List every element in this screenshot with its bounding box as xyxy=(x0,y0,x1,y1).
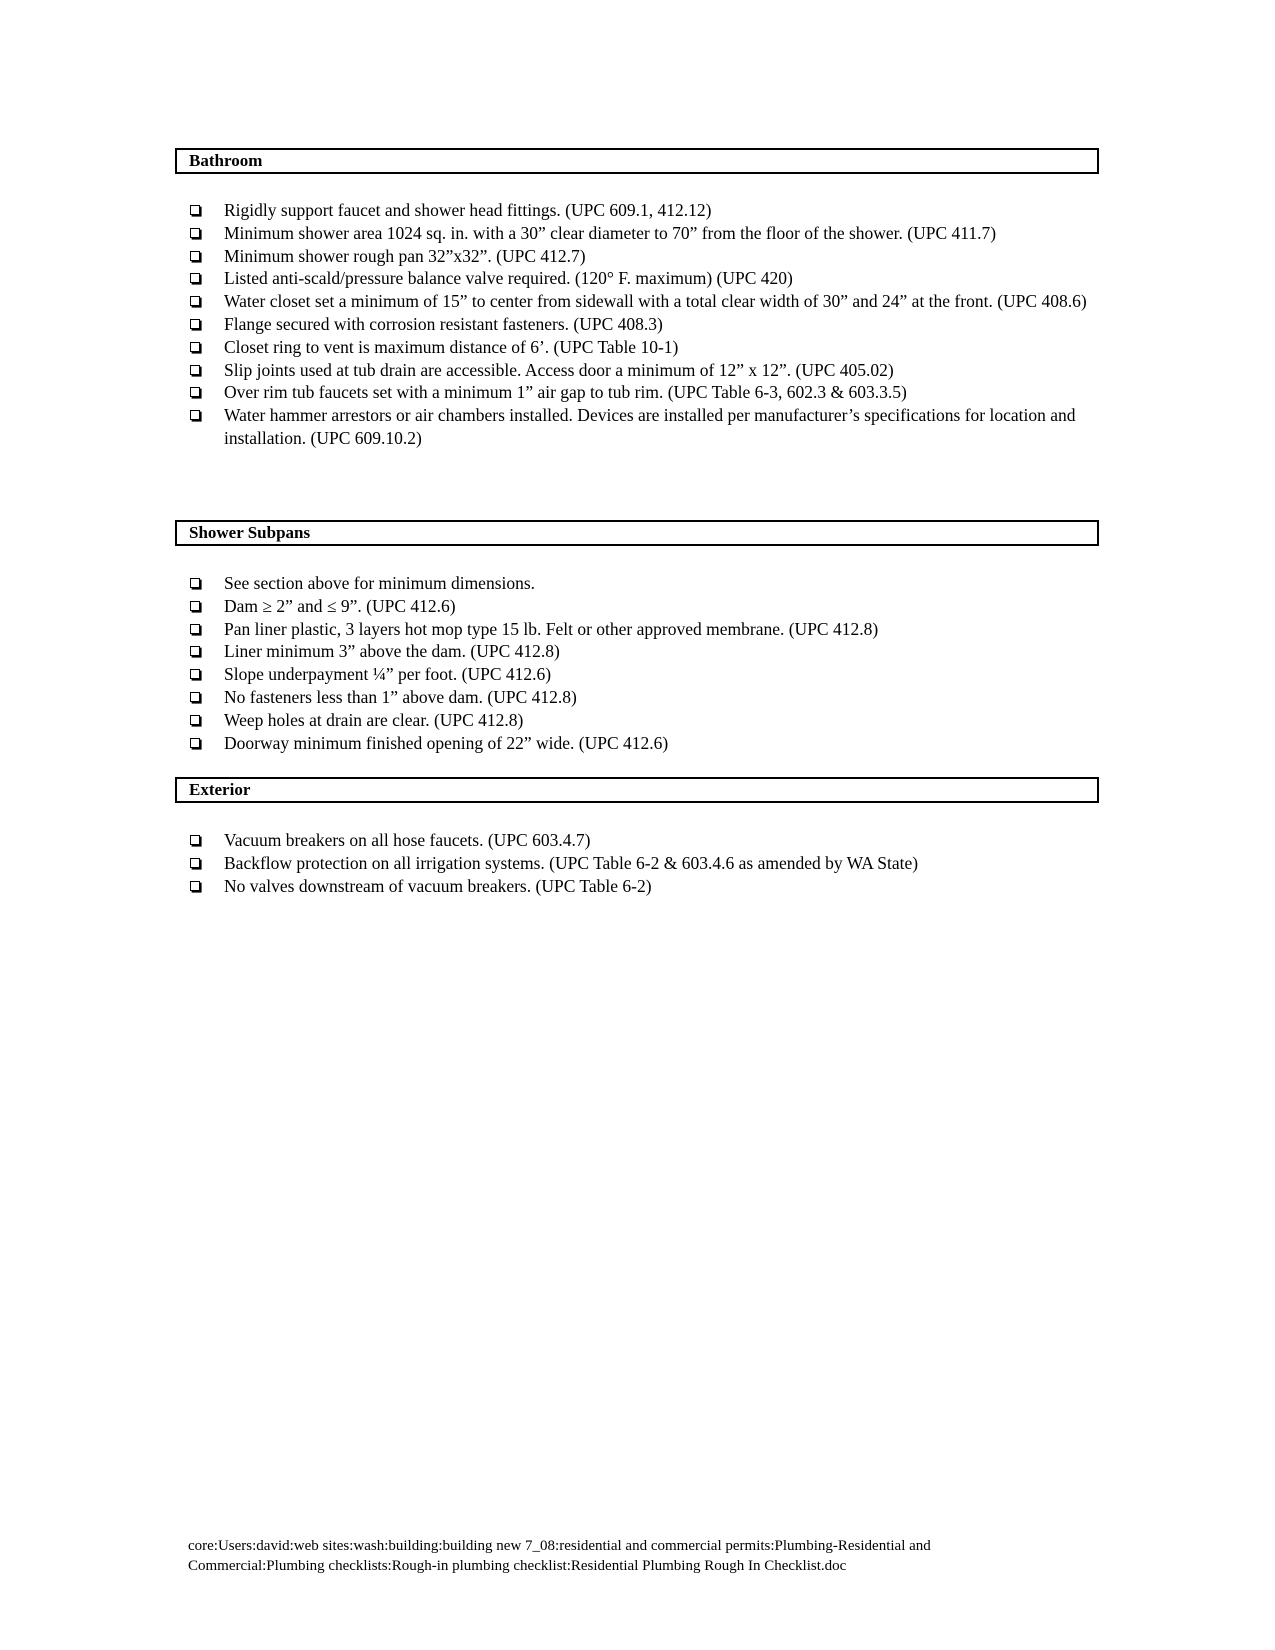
checklist-bathroom xyxy=(190,199,1090,450)
checklist-item xyxy=(190,381,1090,404)
checklist-item-text: Closet ring to vent is maximum distance of 6’. (UPC Table 10-1) xyxy=(224,336,679,357)
section-header-shower-subpans xyxy=(175,520,1099,546)
section-title: Shower Subpans xyxy=(189,523,311,542)
checklist-item xyxy=(190,313,1090,336)
checkbox-icon[interactable] xyxy=(190,273,200,283)
checklist-item-text: Minimum shower rough pan 32”x32”. (UPC 412.7) xyxy=(224,245,586,266)
checkbox-icon[interactable] xyxy=(190,319,200,329)
checklist-item-text: Backflow protection on all irrigation systems. (UPC Table 6-2 & 603.4.6 as amended by WA State) xyxy=(224,852,919,873)
checklist-item xyxy=(190,572,1090,595)
checklist-item-text: Doorway minimum finished opening of 22” wide. (UPC 412.6) xyxy=(224,732,669,753)
checkbox-icon[interactable] xyxy=(190,692,200,702)
checkbox-icon[interactable] xyxy=(190,342,200,352)
checkbox-icon[interactable] xyxy=(190,881,200,891)
checkbox-icon[interactable] xyxy=(190,738,200,748)
checklist-item xyxy=(190,222,1090,245)
checklist-item xyxy=(190,875,1090,898)
checkbox-icon[interactable] xyxy=(190,365,200,375)
checklist-shower-subpans xyxy=(190,572,1090,754)
checklist-item xyxy=(190,852,1090,875)
checkbox-icon[interactable] xyxy=(190,410,200,420)
checkbox-icon[interactable] xyxy=(190,858,200,868)
section-title: Exterior xyxy=(189,780,251,799)
checklist-item xyxy=(190,732,1090,755)
checklist-item xyxy=(190,618,1090,641)
checklist-item xyxy=(190,595,1090,618)
checklist-exterior xyxy=(190,829,1090,897)
checklist-item-text: Liner minimum 3” above the dam. (UPC 412.8) xyxy=(224,641,560,662)
checkbox-icon[interactable] xyxy=(190,578,200,588)
checkbox-icon[interactable] xyxy=(190,205,200,215)
section-title: Bathroom xyxy=(189,151,263,170)
checklist-item-text: No fasteners less than 1” above dam. (UPC 412.8) xyxy=(224,686,577,707)
checklist-item xyxy=(190,404,1090,450)
footer-line-2: Commercial:Plumbing checklists:Rough-in plumbing checklist:Residential Plumbing Rough In Checklist.doc xyxy=(188,1558,847,1574)
checklist-item-text: Slip joints used at tub drain are accessible. Access door a minimum of 12” x 12”. (UPC 405.02) xyxy=(224,359,894,380)
footer-file-path xyxy=(188,1536,1088,1576)
checklist-item xyxy=(190,359,1090,382)
checklist-item xyxy=(190,290,1090,313)
checklist-item-text: Water closet set a minimum of 15” to center from sidewall with a total clear width of 30” and 24” at the front. (UPC 408.6) xyxy=(224,291,1087,312)
checklist-item xyxy=(190,686,1090,709)
checklist-item-text: Water hammer arrestors or air chambers installed. Devices are installed per manufacturer’s specifications for location and installation. (UPC 609.10.2) xyxy=(224,405,1076,448)
checklist-item xyxy=(190,640,1090,663)
checklist-item-text: See section above for minimum dimensions. xyxy=(224,573,536,593)
checkbox-icon[interactable] xyxy=(190,624,200,634)
checklist-item xyxy=(190,336,1090,359)
section-header-bathroom xyxy=(175,148,1099,174)
checklist-item-text: No valves downstream of vacuum breakers. (UPC Table 6-2) xyxy=(224,875,652,896)
checkbox-icon[interactable] xyxy=(190,601,200,611)
checkbox-icon[interactable] xyxy=(190,835,200,845)
footer-line-1: core:Users:david:web sites:wash:building:building new 7_08:residential and commercial permits:Plumbing-Residential and xyxy=(188,1538,931,1554)
checklist-item-text: Listed anti-scald/pressure balance valve required. (120° F. maximum) (UPC 420) xyxy=(224,268,793,289)
checkbox-icon[interactable] xyxy=(190,669,200,679)
checklist-item-text: Flange secured with corrosion resistant fasteners. (UPC 408.3) xyxy=(224,313,663,334)
checklist-item xyxy=(190,245,1090,268)
checklist-item-text: Vacuum breakers on all hose faucets. (UPC 603.4.7) xyxy=(224,830,591,850)
section-header-exterior xyxy=(175,777,1099,803)
checklist-item xyxy=(190,199,1090,222)
checklist-item xyxy=(190,267,1090,290)
checklist-item xyxy=(190,709,1090,732)
checklist-item-text: Over rim tub faucets set with a minimum 1” air gap to tub rim. (UPC Table 6-3, 602.3 & 603.3.5) xyxy=(224,382,907,403)
checklist-item-text: Slope underpayment ¼” per foot. (UPC 412.6) xyxy=(224,664,552,685)
checkbox-icon[interactable] xyxy=(190,646,200,656)
checklist-item-text: Dam ≥ 2” and ≤ 9”. (UPC 412.6) xyxy=(224,595,456,616)
checklist-item xyxy=(190,829,1090,852)
checklist-item xyxy=(190,663,1090,686)
checklist-item-text: Rigidly support faucet and shower head fittings. (UPC 609.1, 412.12) xyxy=(224,200,712,220)
checkbox-icon[interactable] xyxy=(190,251,200,261)
checkbox-icon[interactable] xyxy=(190,228,200,238)
checkbox-icon[interactable] xyxy=(190,387,200,397)
checklist-item-text: Minimum shower area 1024 sq. in. with a 30” clear diameter to 70” from the floor of the shower. (UPC 411.7) xyxy=(224,222,997,243)
checklist-item-text: Weep holes at drain are clear. (UPC 412.8) xyxy=(224,709,524,730)
checkbox-icon[interactable] xyxy=(190,296,200,306)
checklist-item-text: Pan liner plastic, 3 layers hot mop type 15 lb. Felt or other approved membrane. (UPC 412.8) xyxy=(224,618,879,639)
checkbox-icon[interactable] xyxy=(190,715,200,725)
